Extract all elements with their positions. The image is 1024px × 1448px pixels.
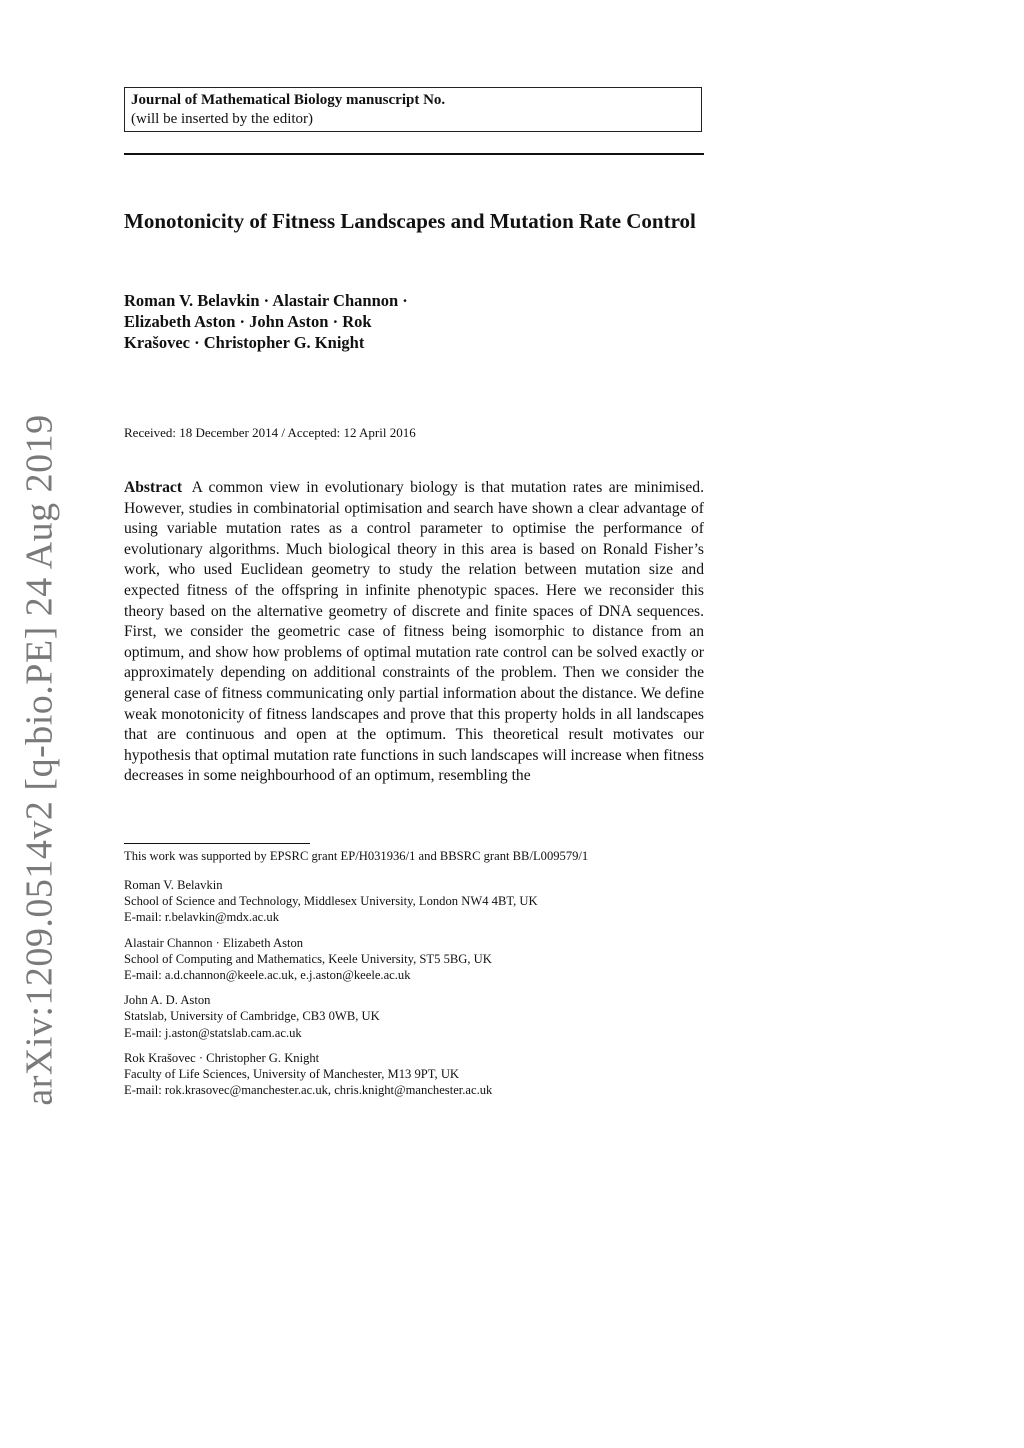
header-rule (124, 153, 704, 155)
paper-title: Monotonicity of Fitness Landscapes and Mutation Rate Control (124, 209, 696, 233)
author-line: Elizabeth Aston · John Aston · Rok (124, 312, 372, 331)
abstract (124, 478, 704, 787)
affiliation-names: Rok Krašovec · Christopher G. Knight (124, 1050, 320, 1065)
affiliation-institution: School of Computing and Mathematics, Keele University, ST5 5BG, UK (124, 951, 492, 966)
author-line: Krašovec · Christopher G. Knight (124, 333, 365, 352)
affiliation-names: John A. D. Aston (124, 993, 211, 1008)
affiliation-block (124, 935, 714, 984)
affiliation-email: E-mail: j.aston@statslab.cam.ac.uk (124, 1025, 302, 1040)
author-line: Roman V. Belavkin · Alastair Channon · (124, 291, 408, 310)
affiliations (124, 877, 714, 1107)
journal-name: Journal of Mathematical Biology manuscript No. (131, 92, 446, 108)
affiliation-email: E-mail: a.d.channon@keele.ac.uk, e.j.aston@keele.ac.uk (124, 968, 411, 983)
affiliation-institution: School of Science and Technology, Middlesex University, London NW4 4BT, UK (124, 894, 538, 909)
affiliation-block (124, 877, 714, 926)
affiliation-institution: Statslab, University of Cambridge, CB3 0WB, UK (124, 1009, 380, 1024)
abstract-text: A common view in evolutionary biology is that mutation rates are minimised. However, studies in combinatorial optimisation and search have shown a clear advantage of using variable mutation rates as a control parameter to optimise the performance of evolutionary algorithms. Much biological theory in this area is based on Ronald Fisher’s work, who used Euclidean geometry to study the relation between mutation size and expected fitness of the offspring in infinite phenotypic spaces. Here we reconsider this theory based on the alternative geometry of discrete and finite spaces of DNA sequences. First, we consider the geometric case of fitness being isomorphic to distance from an optimum, and show how problems of optimal mutation rate control can be solved exactly or approximately depending on additional constraints of the problem. Then we consider the general case of fitness communicating only partial information about the distance. We define weak monotonicity of fitness landscapes and prove that this property holds in all landscapes that are continuous and open at the optimum. This theoretical result motivates our hypothesis that optimal mutation rate functions in such landscapes will increase when fitness decreases in some neighbourhood of an optimum, resembling the (124, 479, 704, 785)
affiliation-names: Roman V. Belavkin (124, 878, 223, 892)
journal-editor-note: (will be inserted by the editor) (131, 111, 314, 127)
affiliation-institution: Faculty of Life Sciences, University of Manchester, M13 9PT, UK (124, 1067, 460, 1082)
abstract-heading: Abstract (124, 479, 183, 496)
arxiv-stamp (10, 414, 70, 1106)
funding-footnote: This work was supported by EPSRC grant EP/H031936/1 and BBSRC grant BB/L009579/1 (124, 849, 589, 863)
affiliation-block (124, 1050, 714, 1099)
affiliation-email: E-mail: rok.krasovec@manchester.ac.uk, chris.knight@manchester.ac.uk (124, 1083, 493, 1098)
arxiv-stamp-text: arXiv:1209.0514v2 [q-bio.PE] 24 Aug 2019 (19, 414, 62, 1106)
affiliation-block (124, 992, 714, 1041)
affiliation-names: Alastair Channon · Elizabeth Aston (124, 935, 304, 950)
affiliation-email: E-mail: r.belavkin@mdx.ac.uk (124, 910, 279, 925)
author-list (124, 290, 544, 353)
footnote-rule (124, 843, 310, 844)
journal-box (124, 87, 702, 132)
received-date: Received: 18 December 2014 / Accepted: 12 April 2016 (124, 425, 416, 440)
